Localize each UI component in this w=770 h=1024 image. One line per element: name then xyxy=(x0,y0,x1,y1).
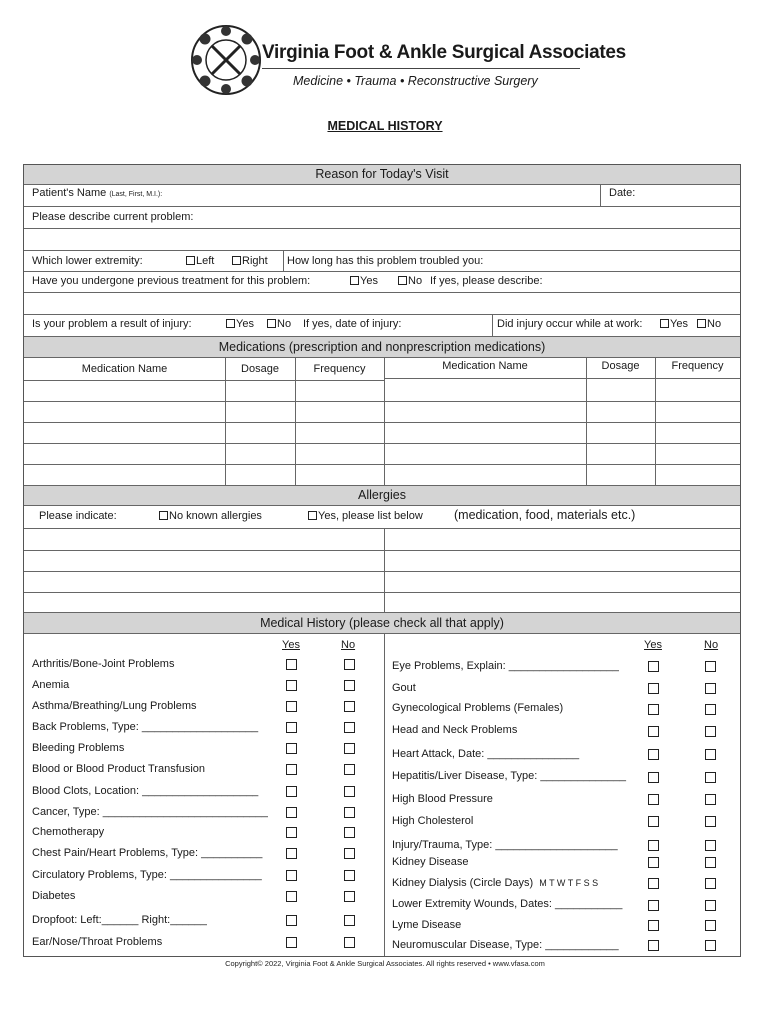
prev-treatment-no[interactable]: No xyxy=(398,275,422,287)
history-yes-checkbox[interactable] xyxy=(648,857,659,868)
condition-label: Chest Pain/Heart Problems, Type: __________ xyxy=(32,847,263,859)
at-work-yes[interactable]: Yes xyxy=(660,318,688,330)
condition-label: Lyme Disease xyxy=(392,919,462,931)
history-yes-checkbox[interactable] xyxy=(286,680,297,691)
history-yes-checkbox[interactable] xyxy=(648,878,659,889)
history-yes-checkbox[interactable] xyxy=(286,937,297,948)
history-yes-checkbox[interactable] xyxy=(648,900,659,911)
history-no-checkbox[interactable] xyxy=(344,891,355,902)
history-no-checkbox[interactable] xyxy=(705,704,716,715)
condition-label: Chemotherapy xyxy=(32,826,105,838)
condition-label: Gynecological Problems (Females) xyxy=(392,702,564,714)
history-yes-checkbox[interactable] xyxy=(648,661,659,672)
no-known-allergies-checkbox[interactable] xyxy=(159,511,168,520)
how-long-label: How long has this problem troubled you: xyxy=(287,255,484,267)
medical-history-form xyxy=(23,164,741,957)
history-no-checkbox[interactable] xyxy=(344,848,355,859)
condition-label: Diabetes xyxy=(32,890,76,902)
at-work-yes-checkbox[interactable] xyxy=(660,319,669,328)
history-yes-checkbox[interactable] xyxy=(648,749,659,760)
practice-logo xyxy=(190,24,626,98)
right-checkbox[interactable] xyxy=(232,256,241,265)
prev-treatment-no-checkbox[interactable] xyxy=(398,276,407,285)
history-no-header-right: No xyxy=(704,639,719,651)
history-yes-checkbox[interactable] xyxy=(648,816,659,827)
at-work-no-checkbox[interactable] xyxy=(697,319,706,328)
history-no-checkbox[interactable] xyxy=(705,857,716,868)
history-yes-checkbox[interactable] xyxy=(286,722,297,733)
history-no-checkbox[interactable] xyxy=(344,915,355,926)
no-known-allergies-option[interactable]: No known allergies xyxy=(159,510,262,522)
history-no-checkbox[interactable] xyxy=(705,661,716,672)
condition-label: Injury/Trauma, Type: ____________________ xyxy=(392,839,618,851)
history-no-checkbox[interactable] xyxy=(705,794,716,805)
org-tagline: Medicine • Trauma • Reconstructive Surgery xyxy=(293,74,538,88)
history-no-checkbox[interactable] xyxy=(344,680,355,691)
history-yes-header-left: Yes xyxy=(282,639,300,651)
condition-label: High Cholesterol xyxy=(392,815,474,827)
condition-label: High Blood Pressure xyxy=(392,793,493,805)
history-no-checkbox[interactable] xyxy=(705,772,716,783)
condition-label: Bleeding Problems xyxy=(32,742,125,754)
allergy-types-note: (medication, food, materials etc.) xyxy=(454,508,636,522)
condition-label: Eye Problems, Explain: __________________ xyxy=(392,660,619,672)
describe-problem-label: Please describe current problem: xyxy=(32,211,194,223)
history-yes-checkbox[interactable] xyxy=(286,915,297,926)
history-yes-checkbox[interactable] xyxy=(648,840,659,851)
med-name-header-right: Medication Name xyxy=(442,360,528,372)
left-checkbox[interactable] xyxy=(186,256,195,265)
condition-label: Head and Neck Problems xyxy=(392,724,518,736)
injury-no-checkbox[interactable] xyxy=(267,319,276,328)
if-yes-describe-label: If yes, please describe: xyxy=(430,275,543,287)
condition-label: Anemia xyxy=(32,679,70,691)
history-yes-checkbox[interactable] xyxy=(286,786,297,797)
history-no-checkbox[interactable] xyxy=(705,840,716,851)
condition-label: Cancer, Type: ___________________________ xyxy=(32,806,268,818)
frequency-header-left: Frequency xyxy=(313,363,366,375)
allergies-indicate-label: Please indicate: xyxy=(39,510,117,522)
prev-treatment-yes-checkbox[interactable] xyxy=(350,276,359,285)
logo-divider xyxy=(262,68,580,69)
med-name-header-left: Medication Name xyxy=(81,363,168,375)
history-no-checkbox[interactable] xyxy=(705,726,716,737)
history-yes-checkbox[interactable] xyxy=(286,659,297,670)
condition-label: Circulatory Problems, Type: _______________ xyxy=(32,869,262,881)
condition-label: Kidney Disease xyxy=(392,856,469,868)
injury-no[interactable]: No xyxy=(267,318,291,330)
history-yes-checkbox[interactable] xyxy=(286,848,297,859)
history-no-checkbox[interactable] xyxy=(705,878,716,889)
history-yes-header-right: Yes xyxy=(644,639,662,651)
condition-label: Heart Attack, Date: _______________ xyxy=(392,748,580,760)
extremity-label: Which lower extremity: xyxy=(32,255,143,267)
condition-label: Ear/Nose/Throat Problems xyxy=(32,936,163,948)
allergies-yes-option[interactable]: Yes, please list below xyxy=(308,510,423,522)
history-yes-checkbox[interactable] xyxy=(286,870,297,881)
history-no-checkbox[interactable] xyxy=(344,722,355,733)
condition-label: Back Problems, Type: ___________________ xyxy=(32,721,259,733)
dosage-header-right: Dosage xyxy=(601,360,640,372)
condition-label: Arthritis/Bone-Joint Problems xyxy=(32,658,175,670)
history-yes-checkbox[interactable] xyxy=(648,940,659,951)
date-label[interactable]: Date: xyxy=(609,187,636,199)
patient-name-label: Patient's Name (Last, First, M.I.): xyxy=(32,187,163,199)
injury-yes-checkbox[interactable] xyxy=(226,319,235,328)
history-no-checkbox[interactable] xyxy=(705,940,716,951)
history-yes-checkbox[interactable] xyxy=(648,704,659,715)
right-option[interactable]: Right xyxy=(232,255,268,267)
org-name: Virginia Foot & Ankle Surgical Associates xyxy=(262,42,626,63)
history-no-checkbox[interactable] xyxy=(344,870,355,881)
history-no-checkbox[interactable] xyxy=(344,937,355,948)
injury-yes[interactable]: Yes xyxy=(226,318,254,330)
history-yes-checkbox[interactable] xyxy=(286,743,297,754)
copyright-footer: Copyright© 2022, Virginia Foot & Ankle Surgical Associates. All rights reserved • www.vfasa.com xyxy=(225,959,545,968)
history-yes-checkbox[interactable] xyxy=(286,827,297,838)
history-no-checkbox[interactable] xyxy=(344,743,355,754)
frequency-header-right: Frequency xyxy=(671,360,724,372)
history-no-checkbox[interactable] xyxy=(344,701,355,712)
condition-label: Kidney Dialysis (Circle Days) M T W T F S S xyxy=(392,877,599,889)
history-yes-checkbox[interactable] xyxy=(286,807,297,818)
condition-label: Gout xyxy=(392,682,416,694)
dosage-header-left: Dosage xyxy=(241,363,279,375)
injury-date-label: If yes, date of injury: xyxy=(303,318,402,330)
section-medications-title: Medications (prescription and nonprescription medications) xyxy=(24,336,740,358)
history-no-checkbox[interactable] xyxy=(705,900,716,911)
allergies-yes-checkbox[interactable] xyxy=(308,511,317,520)
condition-label: Asthma/Breathing/Lung Problems xyxy=(32,700,197,712)
at-work-no[interactable]: No xyxy=(697,318,721,330)
history-yes-checkbox[interactable] xyxy=(648,683,659,694)
history-yes-checkbox[interactable] xyxy=(286,701,297,712)
history-no-checkbox[interactable] xyxy=(705,920,716,931)
condition-label: Blood Clots, Location: ___________________ xyxy=(32,785,259,797)
history-yes-checkbox[interactable] xyxy=(648,726,659,737)
page-title: MEDICAL HISTORY xyxy=(327,119,443,133)
history-yes-checkbox[interactable] xyxy=(286,891,297,902)
condition-label: Dropfoot: Left:______ Right:______ xyxy=(32,914,207,926)
prev-treatment-label: Have you undergone previous treatment for this problem: xyxy=(32,275,311,287)
history-yes-checkbox[interactable] xyxy=(286,764,297,775)
history-no-checkbox[interactable] xyxy=(705,749,716,760)
history-no-checkbox[interactable] xyxy=(344,764,355,775)
condition-label: Neuromuscular Disease, Type: ____________ xyxy=(392,939,619,951)
history-yes-checkbox[interactable] xyxy=(648,920,659,931)
dialysis-days: M T W T F S S xyxy=(539,878,599,888)
at-work-label: Did injury occur while at work: xyxy=(497,318,643,330)
section-visit-title: Reason for Today's Visit xyxy=(24,165,740,185)
left-option[interactable]: Left xyxy=(186,255,214,267)
injury-label: Is your problem a result of injury: xyxy=(32,318,192,330)
condition-label: Hepatitis/Liver Disease, Type: ______________ xyxy=(392,770,627,782)
history-no-checkbox[interactable] xyxy=(705,683,716,694)
prev-treatment-yes[interactable]: Yes xyxy=(350,275,378,287)
section-history-title: Medical History (please check all that apply) xyxy=(24,612,740,634)
logo-emblem-icon xyxy=(190,24,262,96)
history-no-checkbox[interactable] xyxy=(705,816,716,827)
condition-label: Blood or Blood Product Transfusion xyxy=(32,763,206,775)
history-no-checkbox[interactable] xyxy=(344,827,355,838)
section-allergies-title: Allergies xyxy=(24,485,740,506)
history-no-checkbox[interactable] xyxy=(344,807,355,818)
history-yes-checkbox[interactable] xyxy=(648,772,659,783)
history-no-header-left: No xyxy=(341,639,356,651)
history-yes-checkbox[interactable] xyxy=(648,794,659,805)
history-no-checkbox[interactable] xyxy=(344,786,355,797)
history-no-checkbox[interactable] xyxy=(344,659,355,670)
condition-label: Lower Extremity Wounds, Dates: ___________ xyxy=(392,898,623,910)
